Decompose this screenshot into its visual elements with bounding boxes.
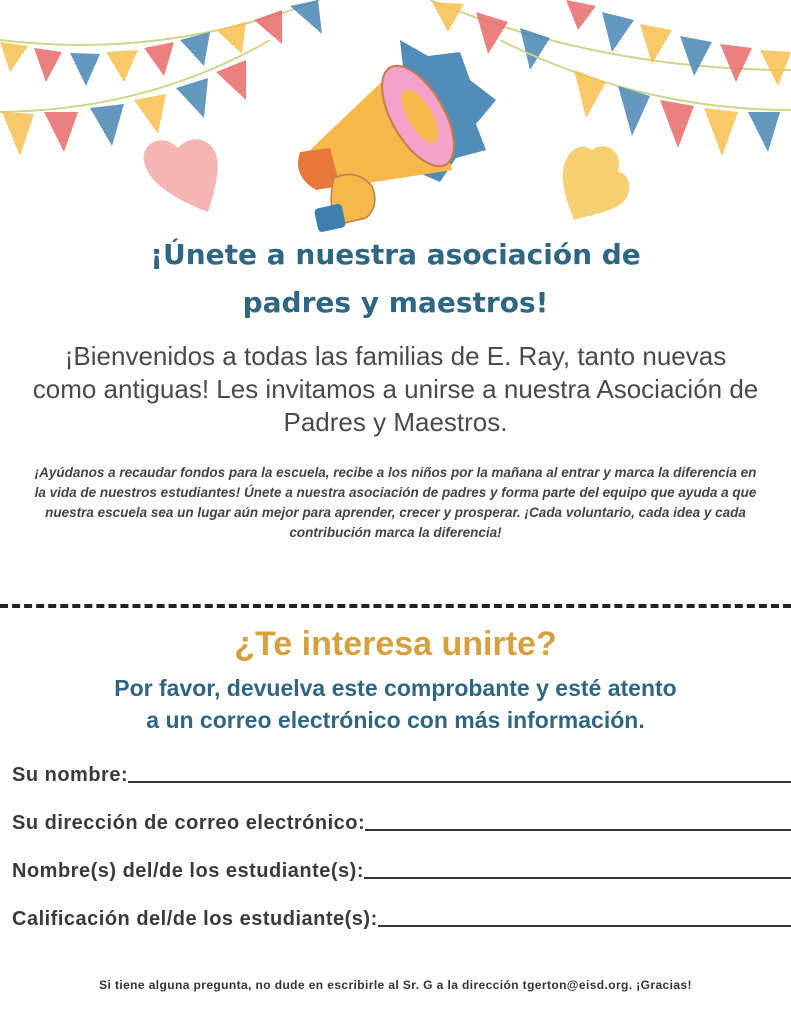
- name-field-label: Su nombre:: [12, 764, 129, 786]
- student-names-field-label: Nombre(s) del/de los estudiante(s):: [12, 860, 364, 882]
- intro-paragraph: ¡Ayúdanos a recaudar fondos para la escuela, recibe a los niños por la mañana al entrar y marca la diferencia en la vida de nuestros estudiantes! Únete a nuestra asociación de padres y forma parte del equipo que ayuda a que nuestra escuela sea un lugar aún mejor para aprender, crecer y prosperar. ¡Cada voluntario, cada idea y cada contribución marca la diferencia!: [34, 465, 757, 540]
- header-illustration: [0, 0, 791, 240]
- student-grade-field-line[interactable]: [378, 925, 791, 927]
- student-grade-field-label: Calificación del/de los estudiante(s):: [12, 908, 378, 930]
- name-field-line[interactable]: [128, 781, 791, 783]
- email-field-line[interactable]: [365, 829, 791, 831]
- cut-line-divider: [0, 604, 791, 608]
- student-grade-field[interactable]: [12, 908, 791, 931]
- slip-title: ¿Te interesa unirte?: [234, 625, 557, 663]
- name-field[interactable]: [12, 764, 791, 787]
- heart-icon: [144, 139, 218, 212]
- footer-note: Si tiene alguna pregunta, no dude en escribirle al Sr. G a la dirección tgerton@eisd.org. ¡Gracias!: [99, 978, 692, 992]
- megaphone-icon: [298, 40, 496, 233]
- student-names-field[interactable]: [12, 860, 791, 883]
- slip-subtitle-line-2: a un correo electrónico con más información.: [146, 707, 645, 733]
- page-title: [0, 232, 791, 326]
- slip-subtitle-line-1: Por favor, devuelva este comprobante y esté atento: [114, 675, 677, 701]
- title-line-1: ¡Únete a nuestra asociación de: [150, 238, 641, 271]
- heart-icon: [563, 146, 630, 220]
- email-field-label: Su dirección de correo electrónico:: [12, 812, 366, 834]
- student-names-field-line[interactable]: [364, 877, 791, 879]
- title-line-2: padres y maestros!: [242, 286, 549, 319]
- email-field[interactable]: [12, 812, 791, 835]
- slip-subtitle: [20, 672, 771, 736]
- welcome-text: ¡Bienvenidos a todas las familias de E. Ray, tanto nuevas como antiguas! Les invitamos a unirse a nuestra Asociación de Padres y Maestros.: [32, 341, 759, 437]
